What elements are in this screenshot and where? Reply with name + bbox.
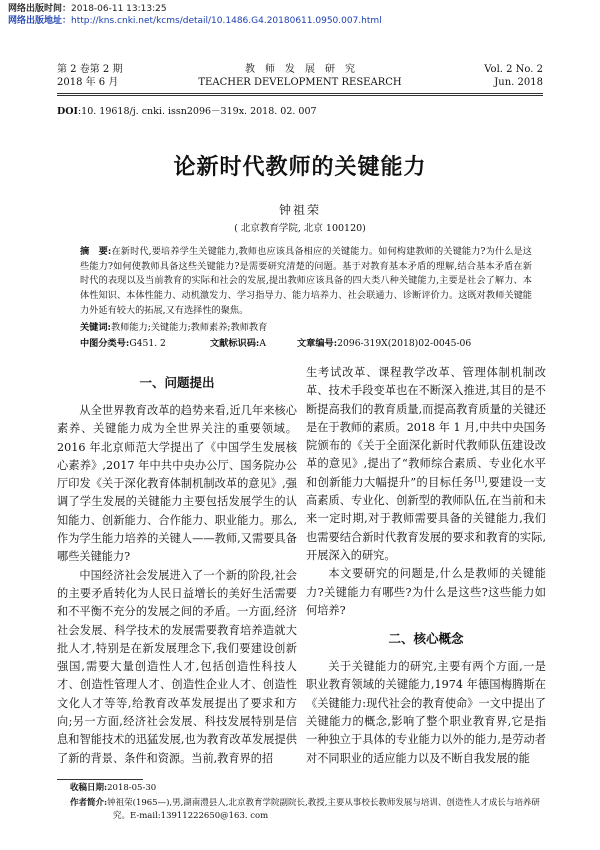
article-author: 钟祖荣 — [278, 203, 321, 217]
keywords — [80, 321, 532, 335]
journal-running-header — [57, 63, 543, 93]
keywords-label: 关键词: — [80, 322, 111, 333]
clc-number — [80, 337, 166, 351]
journal-name-en: TEACHER DEVELOPMENT RESEARCH — [198, 77, 402, 88]
doc-code-value: A — [259, 338, 266, 349]
footnote-rule — [57, 779, 143, 780]
article-number — [297, 337, 471, 351]
author-bio-text: 钟祖荣(1965—),男,湖南澧县人,北京教育学院副院长,教授,主要从事校长教师发展与培训、创造性人才成长与培养研 — [107, 798, 540, 808]
section-heading-2: 二、核心概念 — [388, 631, 464, 647]
article-no-label: 文章编号: — [297, 338, 338, 349]
volume-cn: 第 2 卷第 2 期 — [57, 64, 123, 75]
header-rule-top — [57, 93, 543, 94]
received-label: 收稿日期: — [70, 783, 108, 793]
document-code — [210, 337, 266, 351]
footnote-author-bio-cont: 究。E-mail:13911222650@163. com — [113, 811, 269, 821]
journal-name-cn: 教 师 发 展 研 究 — [245, 64, 355, 75]
date-cn: 2018 年 6 月 — [57, 77, 119, 88]
abstract — [80, 245, 532, 319]
body-column-right — [306, 364, 546, 768]
abstract-label: 摘 要: — [80, 246, 112, 257]
doi-label: DOI — [57, 106, 78, 117]
online-url-link[interactable]: http://kns.cnki.net/kcms/detail/10.1486.G4.20180611.0950.007.html — [71, 16, 382, 26]
abstract-text: 在新时代,要培养学生关键能力,教师也应该具备相应的关键能力。如何构建教师的关键能力?为什么是这些能力?如何使教师具备这些关键能力?是需要研究清楚的问题。基于对教育基本矛盾的理解,结合基本矛盾在新时代的表现以及当前教育的实际和社会的发展,提出教师应该具备的四大类八种关键能力,主要是社会了解力、本体性知识、本体性能力、动机激发力、学习指导力、能力培养力、社会联通力、诊断评价力。这既对教师关键能力外延有较大的拓展,又有选择性的聚焦。 — [80, 246, 532, 316]
paragraph-3 — [306, 364, 546, 565]
paragraph-5: 关于关键能力的研究,主要有两个方面,一是职业教育领域的关键能力,1974 年德国梅腾斯在《关键能力:现代社会的教育使命》一文中提出了关键能力的概念,影响了整个职业教育界,它是指一种独立于具体的专业能力以外的能力,是劳动者对不同职业的适应能力以及不断自我发展的能 — [306, 660, 546, 765]
volume-en: Vol. 2 No. 2 — [484, 64, 543, 75]
paragraph-3-text-after: ,要建设一支高素质、专业化、创新型的教师队伍,在当前和未来一定时期,对于教师需要具备的关键能力,我们也需要结合新时代教育发展的要求和教育的实际,开展深入的研究。 — [306, 475, 546, 562]
footnote-received — [70, 782, 550, 795]
online-time-label: 网络出版时间： — [8, 4, 72, 14]
paragraph-3-text: 生考试改革、课程教学改革、管理体制机制改革、技术手段变革也在不断深入推进,其目的是不断提高我们的教育质量,而提高教育质量的关键还是在于教师的素质。2018 年 1 月,中共中央国务院颁布的《关于全面深化新时代教师队伍建设改革的意见》,提出了“教师综合素质、专业化水平和创新能力大幅提升”的目标任务 — [306, 366, 547, 489]
clc-label: 中图分类号: — [80, 338, 130, 349]
doi-value: :10. 19618/j. cnki. issn2096－319x. 2018. 02. 007 — [77, 106, 317, 117]
date-en: Jun. 2018 — [494, 77, 543, 88]
author-affiliation: ( 北京教育学院, 北京 100120) — [234, 223, 366, 234]
online-publication-time — [8, 3, 167, 15]
article-title: 论新时代教师的关键能力 — [173, 154, 427, 180]
article-no-value: 2096-319X(2018)02-0045-06 — [337, 338, 472, 349]
paragraph-1: 从全世界教育改革的趋势来看,近几年来核心素养、关键能力成为全世界关注的重要领域。2016 年北京师范大学提出了《中国学生发展核心素养》,2017 年中共中央办公厅、国务院办公厅印发《关于深化教育体制机制改革的意见》,强调了学生发展的关键能力主要包括发展学生的认知能力、创新能力、合作能力、职业能力。那么,作为学生能力培养的关键人——教师,又需要具备哪些关键能力? — [57, 404, 297, 564]
clc-value: G451. 2 — [129, 338, 166, 349]
body-column-left — [57, 364, 297, 768]
header-right — [484, 63, 543, 89]
citation-ref-1[interactable]: [1] — [474, 475, 485, 484]
footnote-author-bio — [70, 797, 550, 810]
online-publication-url[interactable] — [8, 15, 382, 27]
author-bio-label: 作者简介: — [70, 798, 108, 808]
keywords-text: 教师能力;关键能力;教师素养;教师教育 — [110, 322, 268, 333]
doi-line — [57, 103, 317, 117]
paragraph-4: 本文要研究的问题是,什么是教师的关键能力?关键能力有哪些?为什么是这些?这些能力如何培养? — [306, 567, 546, 617]
header-rule-bottom — [57, 95, 543, 96]
online-url-label: 网络出版地址： — [8, 16, 72, 26]
online-time-value: 2018-06-11 13:13:25 — [71, 4, 167, 14]
received-value: 2018-05-30 — [107, 783, 157, 793]
paragraph-2: 中国经济社会发展进入了一个新的阶段,社会的主要矛盾转化为人民日益增长的美好生活需要和不平衡不充分的发展之间的矛盾。一方面,经济社会发展、科学技术的发展需要教育培养造就大批人才,特别是在新发展理念下,我们要建设创新强国,需要大量创造性人才,包括创造性科技人才、创造性管理人才、创造性企业人才、创造性文化人才等等,给教育改革发展提出了要求和方向;另一方面,经济社会发展、科技发展特别是信息和智能技术的迅猛发展,也为教育改革发展提供了新的背景、条件和资源。当前,教育界的招 — [57, 568, 297, 765]
section-heading-1: 一、问题提出 — [139, 375, 215, 390]
doc-code-label: 文献标识码: — [210, 338, 260, 349]
header-center — [57, 63, 543, 89]
